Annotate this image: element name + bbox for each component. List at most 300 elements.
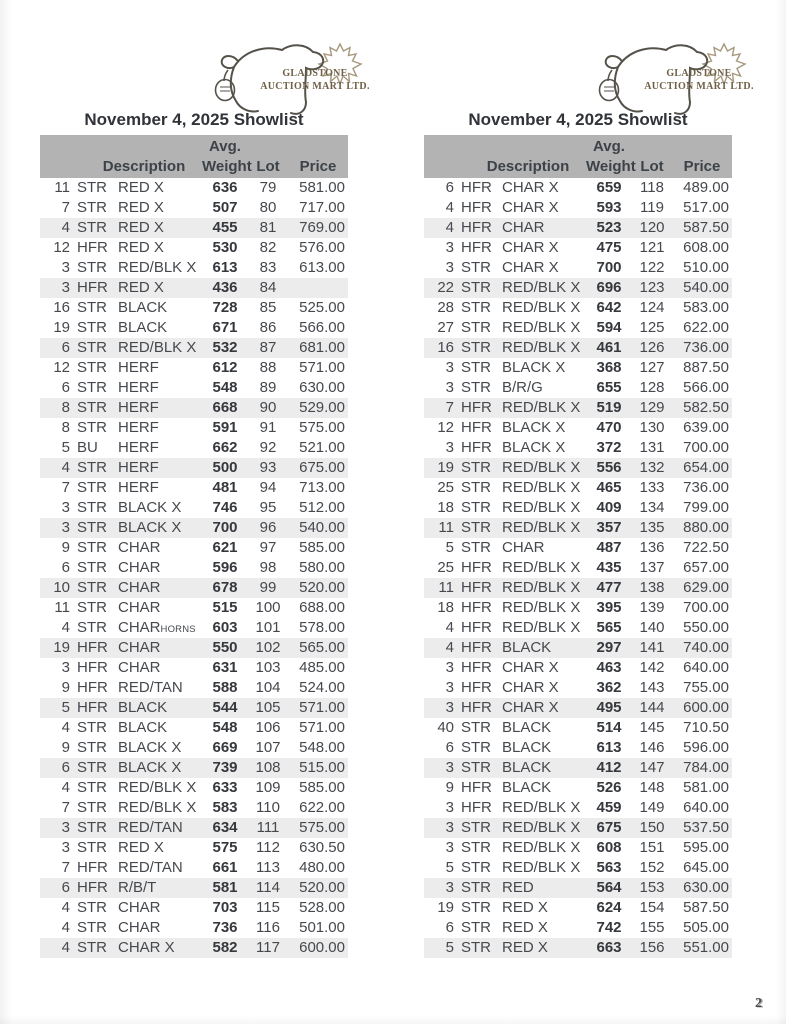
price: 512.00 (299, 499, 345, 516)
logo-text (642, 68, 756, 93)
avg-weight: 583 (212, 799, 238, 816)
lot-number: 153 (639, 879, 665, 896)
avg-weight: 662 (212, 439, 238, 456)
avg-weight: 624 (596, 899, 622, 916)
price: 700.00 (683, 599, 729, 616)
description (496, 358, 586, 380)
description (496, 478, 586, 500)
avg-weight: 613 (212, 259, 238, 276)
price: 722.50 (683, 539, 729, 556)
price: 521.00 (299, 439, 345, 456)
head-count: 4 (61, 899, 70, 916)
head-count: 11 (54, 179, 70, 196)
description (496, 578, 586, 600)
lot-number: 114 (256, 879, 280, 896)
price: 585.00 (299, 779, 345, 796)
description (112, 678, 202, 700)
description-text: RED/BLK X (502, 319, 581, 336)
price: 566.00 (299, 319, 345, 336)
price: 681.00 (299, 339, 345, 356)
description-text: RED/TAN (118, 859, 183, 876)
animal-type: HFR (461, 579, 492, 596)
animal-type: STR (77, 939, 107, 956)
description (112, 358, 202, 380)
avg-weight: 596 (212, 559, 238, 576)
animal-type: HFR (461, 419, 492, 436)
logo-name: GLADSTONE (666, 68, 732, 79)
lot-number: 135 (639, 519, 665, 536)
lot-number: 95 (259, 499, 277, 516)
animal-type: HFR (461, 239, 492, 256)
avg-weight: 581 (212, 879, 238, 896)
animal-type: STR (461, 519, 491, 536)
price: 566.00 (683, 379, 729, 396)
description-text: RED X (502, 919, 548, 936)
price: 529.00 (299, 399, 345, 416)
description-text: CHAR (118, 899, 161, 916)
animal-type: HFR (77, 699, 108, 716)
description-text: RED/BLK X (502, 599, 581, 616)
avg-weight: 526 (596, 779, 622, 796)
description (112, 638, 202, 660)
table-row (424, 518, 732, 538)
lot-number: 150 (639, 819, 665, 836)
description-text: RED (502, 879, 534, 896)
description (496, 678, 586, 700)
head-count: 22 (437, 279, 454, 296)
price: 540.00 (683, 279, 729, 296)
table-row (40, 658, 348, 678)
head-count: 3 (61, 839, 70, 856)
lot-number: 127 (639, 359, 665, 376)
col-header-description: Description (102, 158, 186, 175)
animal-type: STR (77, 619, 107, 636)
lot-number: 143 (639, 679, 665, 696)
description-text: BLACK (502, 739, 552, 756)
description-text: CHAR X (502, 239, 559, 256)
price: 550.00 (683, 619, 729, 636)
price: 582.50 (683, 399, 729, 416)
avg-weight: 532 (212, 339, 238, 356)
table-row (424, 718, 732, 738)
table-row (424, 338, 732, 358)
head-count: 3 (445, 839, 454, 856)
avg-weight: 463 (596, 659, 622, 676)
price: 551.00 (683, 939, 729, 956)
description-text: CHAR (118, 539, 161, 556)
lot-number: 141 (639, 639, 665, 656)
table-row (40, 918, 348, 938)
table-header (424, 135, 732, 178)
table-row (424, 938, 732, 958)
animal-type: STR (77, 779, 107, 796)
description (496, 638, 586, 660)
animal-type: STR (461, 359, 491, 376)
lot-number: 108 (255, 759, 281, 776)
table-row (424, 678, 732, 698)
head-count: 3 (445, 439, 454, 456)
animal-type: HFR (461, 699, 492, 716)
lot-number: 85 (259, 299, 277, 316)
lot-number: 128 (639, 379, 665, 396)
description (112, 898, 202, 920)
head-count: 18 (437, 599, 454, 616)
scan-artifact-left-edge (0, 0, 12, 1024)
price: 520.00 (299, 879, 345, 896)
lot-number: 155 (639, 919, 665, 936)
description-text: BLACK (118, 299, 168, 316)
description-text: CHAR (118, 599, 161, 616)
price: 600.00 (299, 939, 345, 956)
description (112, 318, 202, 340)
table-row (424, 238, 732, 258)
avg-weight: 591 (212, 419, 238, 436)
price: 540.00 (299, 519, 345, 536)
lot-number: 136 (639, 539, 665, 556)
animal-type: STR (77, 359, 107, 376)
lot-number: 106 (255, 719, 281, 736)
description-text: RED X (502, 939, 548, 956)
table-row (424, 638, 732, 658)
price: 501.00 (299, 919, 345, 936)
description-text: RED/BLK X (502, 499, 581, 516)
description (112, 838, 202, 860)
price: 675.00 (299, 459, 345, 476)
head-count: 3 (61, 499, 70, 516)
description (112, 178, 202, 200)
description (112, 498, 202, 520)
description-suffix: HORNS (160, 624, 196, 635)
table-row (424, 378, 732, 398)
head-count: 3 (445, 679, 454, 696)
head-count: 8 (61, 399, 70, 416)
description-text: RED X (118, 199, 164, 216)
lot-number: 96 (259, 519, 277, 536)
description (112, 878, 202, 900)
animal-type: HFR (461, 219, 492, 236)
description (496, 378, 586, 400)
animal-type: STR (461, 939, 491, 956)
description (496, 498, 586, 520)
avg-weight: 594 (596, 319, 622, 336)
avg-weight: 696 (596, 279, 622, 296)
table-row (40, 898, 348, 918)
description (496, 538, 586, 560)
description-text: RED/BLK X (502, 339, 581, 356)
price: 600.00 (683, 699, 729, 716)
table-row (424, 498, 732, 518)
table-row (40, 418, 348, 438)
description-text: RED/BLK X (502, 859, 581, 876)
description-text: CHAR (118, 659, 161, 676)
col-header-price: Price (683, 158, 721, 175)
lot-number: 131 (639, 439, 665, 456)
lot-number: 93 (259, 459, 277, 476)
logo-name: GLADSTONE (282, 68, 348, 79)
col-header-description: Description (486, 158, 570, 175)
animal-type: STR (77, 339, 107, 356)
lot-number: 84 (259, 279, 277, 296)
description (496, 798, 586, 820)
description (112, 398, 202, 420)
table-row (424, 178, 732, 198)
head-count: 3 (445, 379, 454, 396)
avg-weight: 461 (596, 339, 622, 356)
description-text: RED X (118, 239, 164, 256)
description (112, 618, 202, 640)
description (112, 658, 202, 680)
table-row (424, 778, 732, 798)
description-text: CHAR X (502, 179, 559, 196)
page-title: November 4, 2025 Showlist (84, 110, 304, 129)
lot-number: 137 (639, 559, 665, 576)
description (496, 398, 586, 420)
table-row (424, 358, 732, 378)
animal-type: STR (77, 539, 107, 556)
avg-weight: 357 (596, 519, 622, 536)
lot-number: 102 (255, 639, 281, 656)
price: 585.00 (299, 539, 345, 556)
avg-weight: 565 (596, 619, 622, 636)
description (496, 418, 586, 440)
description-text: BLACK (118, 319, 168, 336)
table-row (40, 558, 348, 578)
description (112, 218, 202, 240)
price: 630.50 (299, 839, 345, 856)
avg-weight: 563 (596, 859, 622, 876)
lot-number: 101 (255, 619, 281, 636)
animal-type: STR (461, 899, 491, 916)
animal-type: HFR (461, 399, 492, 416)
animal-type: HFR (461, 679, 492, 696)
column-right (424, 0, 754, 1024)
description-text: CHAR (118, 559, 161, 576)
description (496, 938, 586, 960)
lot-number: 126 (639, 339, 665, 356)
description (496, 278, 586, 300)
animal-type: STR (77, 719, 107, 736)
description (496, 438, 586, 460)
avg-weight: 500 (212, 459, 238, 476)
lot-number: 151 (639, 839, 665, 856)
price: 485.00 (299, 659, 345, 676)
price: 640.00 (683, 799, 729, 816)
price: 575.00 (299, 819, 345, 836)
lot-number: 120 (639, 219, 665, 236)
description (112, 258, 202, 280)
col-header-avg: Avg. (209, 138, 241, 155)
price: 622.00 (299, 799, 345, 816)
head-count: 11 (54, 599, 70, 616)
description (496, 778, 586, 800)
head-count: 9 (61, 739, 70, 756)
description (112, 538, 202, 560)
description (496, 238, 586, 260)
price: 576.00 (299, 239, 345, 256)
animal-type: STR (77, 319, 107, 336)
table-row (40, 758, 348, 778)
animal-type: STR (77, 419, 107, 436)
animal-type: STR (461, 539, 491, 556)
table-row (40, 858, 348, 878)
animal-type: HFR (461, 179, 492, 196)
head-count: 7 (61, 859, 70, 876)
description-text: B/R/G (502, 379, 543, 396)
lot-number: 113 (256, 859, 280, 876)
avg-weight: 659 (596, 179, 622, 196)
animal-type: STR (77, 459, 107, 476)
lot-number: 79 (259, 179, 277, 196)
description (496, 318, 586, 340)
lot-number: 87 (259, 339, 277, 356)
table-row (40, 318, 348, 338)
table-row (40, 178, 348, 198)
lot-number: 149 (639, 799, 665, 816)
price: 517.00 (683, 199, 729, 216)
lot-number: 152 (639, 859, 665, 876)
price: 630.00 (683, 879, 729, 896)
description (496, 558, 586, 580)
description (112, 798, 202, 820)
head-count: 3 (445, 699, 454, 716)
table-row (40, 218, 348, 238)
table-row (40, 338, 348, 358)
description (496, 298, 586, 320)
head-count: 4 (61, 219, 70, 236)
table-row (424, 858, 732, 878)
price: 755.00 (683, 679, 729, 696)
price: 571.00 (299, 719, 345, 736)
avg-weight: 477 (596, 579, 622, 596)
head-count: 3 (445, 799, 454, 816)
scan-artifact-bottom-edge (0, 1016, 786, 1024)
price: 784.00 (683, 759, 729, 776)
head-count: 11 (438, 579, 454, 596)
head-count: 3 (445, 359, 454, 376)
avg-weight: 739 (212, 759, 238, 776)
description (496, 618, 586, 640)
description-text: HERF (118, 479, 159, 496)
description (112, 278, 202, 300)
price: 581.00 (683, 779, 729, 796)
avg-weight: 668 (212, 399, 238, 416)
head-count: 6 (61, 759, 70, 776)
head-count: 5 (445, 859, 454, 876)
price (288, 278, 348, 300)
description (112, 298, 202, 320)
lot-number: 92 (259, 439, 277, 456)
description (496, 258, 586, 280)
description-text: RED/BLK X (502, 459, 581, 476)
avg-weight: 636 (212, 179, 238, 196)
avg-weight: 655 (596, 379, 622, 396)
price: 515.00 (299, 759, 345, 776)
animal-type: STR (77, 199, 107, 216)
lot-number: 107 (255, 739, 281, 756)
price: 528.00 (299, 899, 345, 916)
head-count: 18 (437, 499, 454, 516)
avg-weight: 481 (212, 479, 238, 496)
lot-number: 148 (639, 779, 665, 796)
animal-type: HFR (461, 779, 492, 796)
table-row (40, 438, 348, 458)
description (112, 778, 202, 800)
table-body (424, 178, 732, 958)
description-text: RED/BLK X (502, 279, 581, 296)
table-row (40, 878, 348, 898)
description-text: BLACK X (502, 439, 566, 456)
head-count: 3 (61, 279, 70, 296)
description (496, 178, 586, 200)
description-text: BLACK X (118, 499, 182, 516)
table-row (40, 198, 348, 218)
price: 639.00 (683, 419, 729, 436)
head-count: 25 (437, 559, 454, 576)
head-count: 3 (61, 819, 70, 836)
description-text: RED/BLK X (502, 819, 581, 836)
head-count: 7 (61, 199, 70, 216)
description (112, 598, 202, 620)
description-text: R/B/T (118, 879, 157, 896)
lot-number: 104 (255, 679, 281, 696)
lot-number: 142 (639, 659, 665, 676)
head-count: 3 (445, 759, 454, 776)
animal-type: STR (77, 799, 107, 816)
price: 510.00 (683, 259, 729, 276)
animal-type: STR (461, 759, 491, 776)
description-text: RED/BLK X (118, 799, 197, 816)
avg-weight: 703 (212, 899, 238, 916)
description (496, 818, 586, 840)
head-count: 9 (61, 539, 70, 556)
table-row (424, 818, 732, 838)
page-title: November 4, 2025 Showlist (468, 110, 688, 129)
head-count: 25 (437, 479, 454, 496)
animal-type: STR (77, 399, 107, 416)
price: 630.00 (299, 379, 345, 396)
price: 799.00 (683, 499, 729, 516)
description-text: RED/BLK X (118, 259, 197, 276)
head-count: 4 (61, 939, 70, 956)
head-count: 12 (53, 239, 70, 256)
price: 640.00 (683, 659, 729, 676)
lot-number: 147 (639, 759, 665, 776)
animal-type: STR (77, 759, 107, 776)
col-header-weight: Weight (202, 158, 252, 175)
price: 583.00 (683, 299, 729, 316)
animal-type: STR (461, 379, 491, 396)
lot-number: 111 (256, 819, 280, 836)
price: 736.00 (683, 339, 729, 356)
animal-type: STR (77, 519, 107, 536)
description (496, 858, 586, 880)
avg-weight: 612 (212, 359, 238, 376)
head-count: 8 (61, 419, 70, 436)
avg-weight: 631 (212, 659, 238, 676)
avg-weight: 530 (212, 239, 238, 256)
lot-number: 98 (259, 559, 277, 576)
head-count: 7 (61, 479, 70, 496)
price: 880.00 (683, 519, 729, 536)
description-text: CHAR (118, 639, 161, 656)
lot-number: 115 (256, 899, 280, 916)
avg-weight: 642 (596, 299, 622, 316)
animal-type: HFR (77, 879, 108, 896)
description-text: CHAR X (502, 659, 559, 676)
lot-number: 109 (255, 779, 281, 796)
lot-number: 82 (259, 239, 277, 256)
animal-type: STR (77, 179, 107, 196)
